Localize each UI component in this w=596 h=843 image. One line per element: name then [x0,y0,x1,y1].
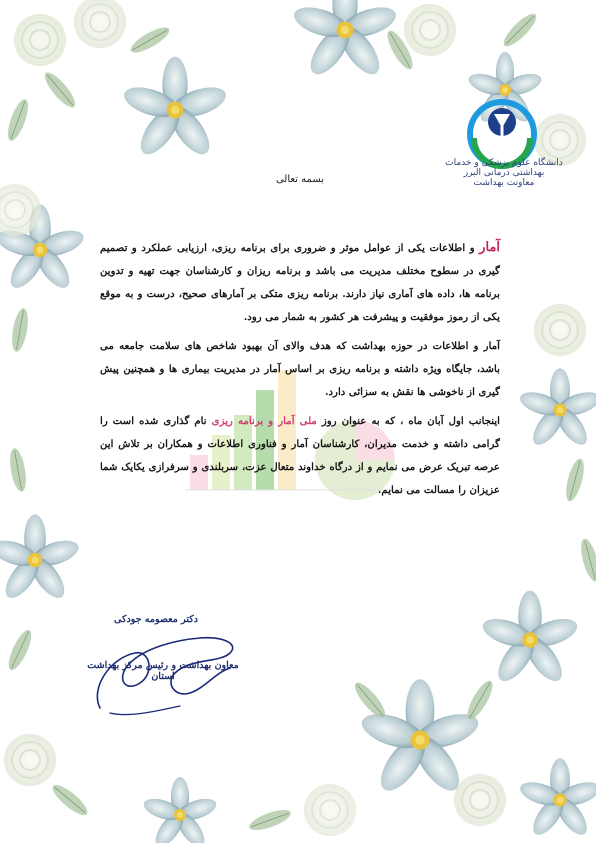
paragraph-3 [100,410,500,502]
paragraph-3-text-before: اینجانب اول آبان ماه ، که به عنوان روز [316,415,501,427]
paragraph-3-text-after: نام گذاری شده است را گرامی داشته و خدمت مدیران، کارشناسان آمار و فناوری اطلاعات و همکاران بر تلاش این عرصه تبریک عرض می نمایم و از درگاه خداوند متعال عزت، سربلندی و سرفرازی یکایک شما عزیزان را مسالت می نمایم. [100,415,500,496]
signatory-name: دکتر معصومه جودکی [114,614,198,625]
paragraph-2: آمار و اطلاعات در حوزه بهداشت که هدف والای آن بهبود شاخص های سلامت جامعه می باشد، جایگاه ویژه داشته و برنامه ریزی بر اساس آمار در مدیریت بیماری ها و همچنین پیش گیری از ناخوشی ها نقش به سزائی دارد. [100,340,500,398]
paragraph-3-highlight: ملی آمار و برنامه ریزی [211,415,317,427]
logo-organization-name: دانشگاه علوم پزشکی و خدمات بهداشتی درمانی البرز [445,158,563,178]
invocation-heading: بسمه تعالی [275,174,325,185]
logo-department-name: معاونت بهداشت [473,178,535,188]
letter-body [100,236,500,508]
paragraph-1 [100,236,500,329]
paragraph-1-lead-word: آمار [479,240,500,255]
paragraph-1-text: و اطلاعات یکی از عوامل موثر و ضروری برای برنامه ریزی، ارزیابی عملکرد و تصمیم گیری در سطوح مختلف مدیریت می باشد و برنامه ریزان و کارشناسان جهت تهیه و تدوین برنامه ها، داده های آماری نیاز دارند. برنامه ریزی متکی بر آمارهای صحیح، درست و به موقع یکی از رموز موفقیت و پیشرفت هر کشور به شمار می رود. [100,242,500,323]
signatory-title: معاون بهداشت و رئیس مرکز بهداشت استان [87,660,239,682]
